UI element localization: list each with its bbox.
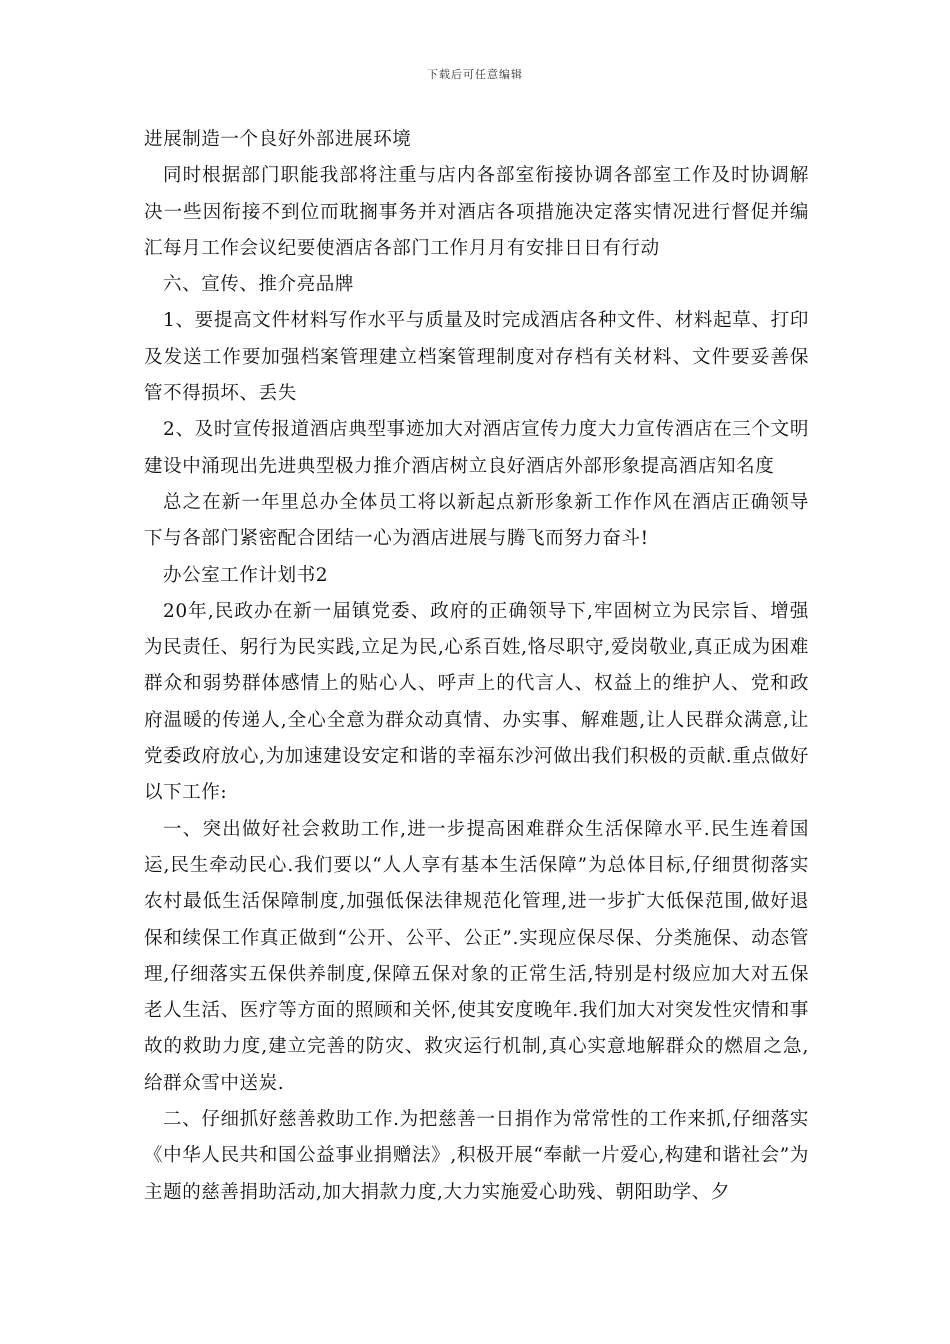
paragraph: 同时根据部门职能我部将注重与店内各部室衔接协调各部室工作及时协调解决一些因衔接不到位而耽搁事务并对酒店各项措施决定落实情况进行督促并编汇每月工作会议纪要使酒店各部门工作月月有安排日日有行动 [144,165,809,259]
paragraph: 总之在新一年里总办全体员工将以新起点新形象新工作作风在酒店正确领导下与各部门紧密配合团结一心为酒店进展与腾飞而努力奋斗! [144,491,809,550]
list-item: 1、要提高文件材料写作水平与质量及时完成酒店各种文件、材料起草、打印及发送工作要加强档案管理建立档案管理制度对存档有关材料、文件要妥善保管不得损坏、丢失 [144,310,809,405]
document-title: 办公室工作计划书2 [163,564,329,586]
list-item: 2、及时宣传报道酒店典型事迹加大对酒店宣传力度大力宣传酒店在三个文明建设中涌现出先进典型极力推介酒店树立良好酒店外部形象提高酒店知名度 [144,419,809,477]
paragraph: 二、仔细抓好慈善救助工作.为把慈善一日捐作为常常性的工作来抓,仔细落实《中华人民共和国公益事业捐赠法》,积极开展“奉献一片爱心,构建和谐社会”为主题的慈善捐助活动,加大捐款力度,大力实施爱心助残、朝阳助学、夕 [144,1109,809,1203]
page-header-note: 下载后可任意编辑 [427,68,523,81]
paragraph: 一、突出做好社会救助工作,进一步提高困难群众生活保障水平.民生连着国运,民生牵动民心.我们要以“人人享有基本生活保障”为总体目标,仔细贯彻落实农村最低生活保障制度,加强低保法律规范化管理,进一步扩大低保范围,做好退保和续保工作真正做到“公开、公平、公正”.实现应保尽保、分类施保、动态管理,仔细落实五保供养制度,保障五保对象的正常生活,特别是村级应加大对五保老人生活、医疗等方面的照顾和关怀,使其安度晚年.我们加大对突发性灾情和事故的救助力度,建立完善的防灾、救灾运行机制,真心实意地解群众的燃眉之急,给群众雪中送炭. [144,818,809,1094]
document-body [144,122,809,1211]
paragraph-continuation: 进展制造一个良好外部进展环境 [144,129,412,150]
paragraph: 20年,民政办在新一届镇党委、政府的正确领导下,牢固树立为民宗旨、增强为民责任、躬行为民实践,立足为民,心系百姓,恪尽职守,爱岗敬业,真正成为困难群众和弱势群体感情上的贴心人、呼声上的代言人、权益上的维护人、党和政府温暖的传递人,全心全意为群众动真情、办实事、解难题,让人民群众满意,让党委政府放心,为加速建设安定和谐的幸福东沙河做出我们积极的贡献.重点做好以下工作: [144,600,809,804]
section-heading: 六、宣传、推介亮品牌 [163,274,355,296]
